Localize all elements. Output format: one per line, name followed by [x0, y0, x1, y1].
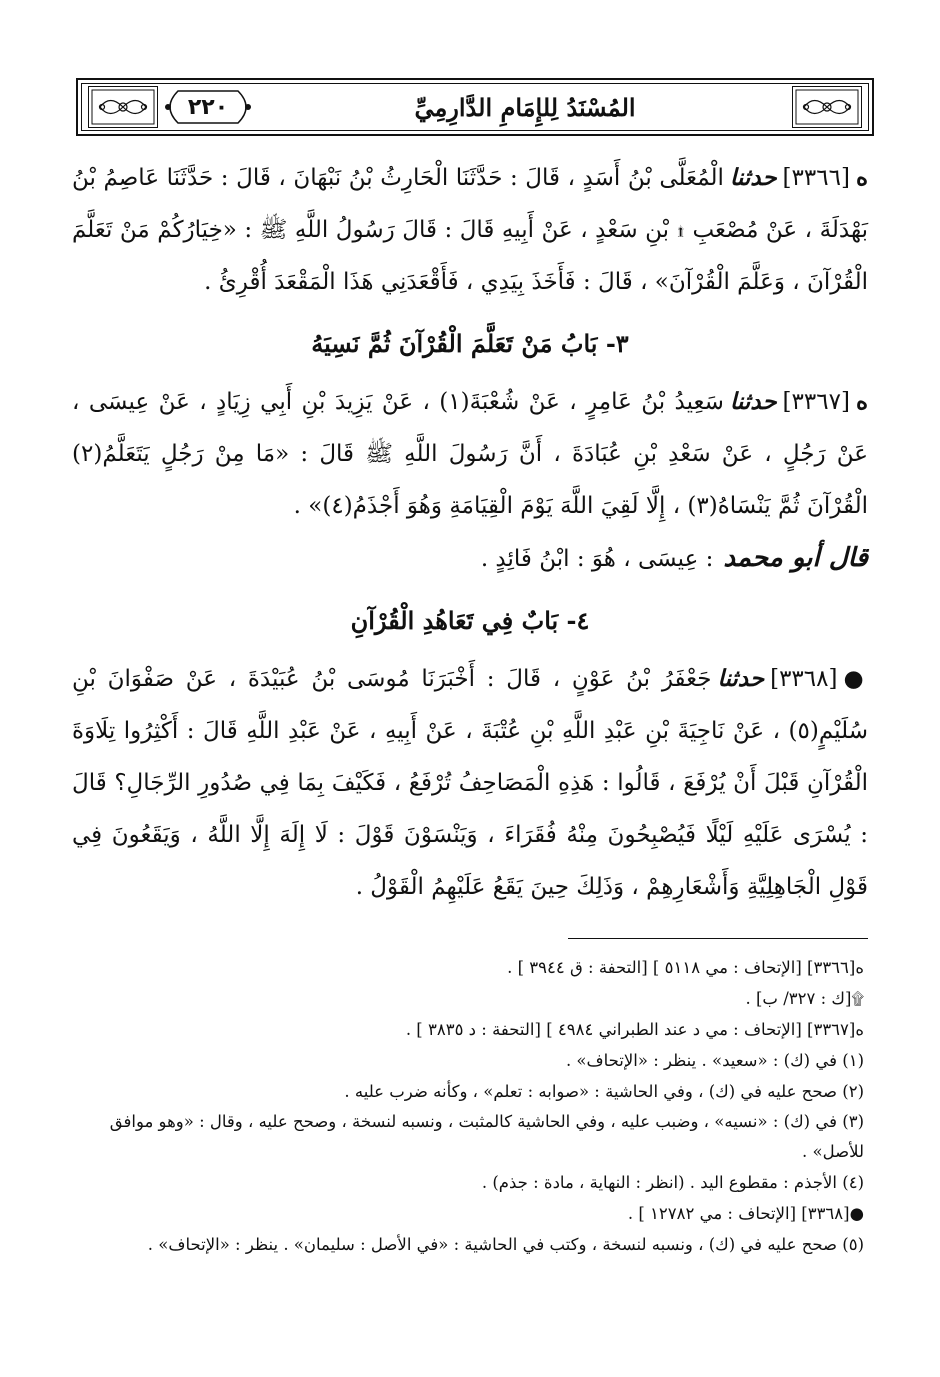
- hadith-marker: ه: [855, 388, 868, 415]
- hadith-paragraph: [72, 152, 868, 308]
- footnote: (٢) صحح عليه في (ك) ، وفي الحاشية : «صوابه : تعلم» ، وكأنه ضرب عليه .: [344, 1082, 864, 1101]
- hadith-intro: حدثنا: [717, 665, 765, 692]
- author-comment-head: قال أبو محمد: [723, 543, 868, 573]
- chapter-heading: ٣- بَابُ مَنْ تَعَلَّمَ الْقُرْآنَ ثُمَّ نَسِيَهُ: [311, 329, 629, 358]
- footnote: (٣) في (ك) : «نسيه» ، وضبب عليه ، وفي الحاشية كالمثبت ، ونسبه لنسخة ، وصحح عليه ، وقال : «وهو موافق للأصل» .: [109, 1112, 864, 1161]
- header-ornament-right-icon: [792, 86, 862, 128]
- footnotes: [72, 952, 864, 1260]
- hadith-intro: حدثنا: [729, 164, 777, 191]
- footnote: (٤) الأجذم : مقطوع اليد . (انظر : النهاية ، مادة : جذم) .: [481, 1173, 864, 1192]
- hadith-marker: ●: [843, 665, 868, 692]
- page-number-badge: [158, 87, 258, 127]
- footnote: (٥) صحح عليه في (ك) ، ونسبه لنسخة ، وكتب في الحاشية : «في الأصل : سليمان» . ينظر : «الإتحاف» .: [147, 1235, 864, 1254]
- footnote: ۩[ك : ٣٢٧/ ب] .: [745, 989, 864, 1008]
- header-band: [88, 86, 862, 128]
- running-title: المُسْنَدُ لِلإِمَامِ الدَّارِمِيِّ: [414, 92, 636, 122]
- hadith-text: جَعْفَرُ بْنُ عَوْنٍ ، قَالَ : أَخْبَرَنَا مُوسَى بْنُ عُبَيْدَةَ ، عَنْ صَفْوَانَ بْنِ سُلَيْمٍ(٥) ، عَنْ نَاجِيَةَ بْنِ عَبْدِ اللَّهِ بْنِ عُتْبَةَ ، عَنْ أَبِيهِ ، عَنْ عَبْدِ اللَّهِ قَالَ : أَكْثِرُوا تِلَاوَةَ الْقُرْآنِ قَبْلَ أَنْ يُرْفَعَ ، قَالُوا : هَذِهِ الْمَصَاحِفُ تُرْفَعُ ، فَكَيْفَ بِمَا فِي صُدُورِ الرِّجَالِ؟ قَالَ : يُسْرَى عَلَيْهِ لَيْلًا فَيُصْبِحُونَ مِنْهُ فُقَرَاءَ ، وَيَنْسَوْنَ قَوْلَ : لَا إِلَهَ إِلَّا اللَّهُ ، وَيَقَعُونَ فِي قَوْلِ الْجَاهِلِيَّةِ وَأَشْعَارِهِمْ ، وَذَلِكَ حِينَ يَقَعُ عَلَيْهِمُ الْقَوْلُ .: [72, 666, 869, 900]
- page-header: [76, 78, 874, 136]
- hadith-number: [٣٣٦٦]: [782, 165, 850, 191]
- hadith-text: الْمُعَلَّى بْنُ أَسَدٍ ، قَالَ : حَدَّثَنَا الْحَارِثُ بْنُ نَبْهَانَ ، قَالَ : حَدَّثَنَا عَاصِمُ بْنُ بَهْدَلَةَ ، عَنْ مُصْعَبِ ۩ بْنِ سَعْدٍ ، عَنْ أَبِيهِ قَالَ : قَالَ رَسُولُ اللَّهِ ﷺ : «خِيَارُكُمْ مَنْ تَعَلَّمَ الْقُرْآنَ ، وَعَلَّمَ الْقُرْآنَ» ، قَالَ : فَأَخَذَ بِيَدِي ، فَأَقْعَدَنِي هَذَا الْمَقْعَدَ أُقْرِئُ .: [72, 165, 868, 295]
- footnote: ه[٣٣٦٧] [الإتحاف : مي د عند الطبراني ٤٩٨٤ ] [التحفة : د ٣٨٣٥ ] .: [405, 1020, 864, 1039]
- hadith-number: [٣٣٦٧]: [782, 389, 850, 415]
- hadith-paragraph: [72, 653, 868, 913]
- chapter-heading: ٤- بَابٌ فِي تَعَاهُدِ الْقُرْآنِ: [350, 606, 590, 635]
- author-comment: [72, 532, 868, 585]
- author-comment-text: : عِيسَى ، هُوَ : ابْنُ فَائِدٍ .: [480, 546, 714, 572]
- hadith-paragraph: [72, 376, 868, 532]
- hadith-number: [٣٣٦٨]: [770, 666, 838, 692]
- hadith-intro: حدثنا: [729, 388, 777, 415]
- footnote: ●[٣٣٦٨] [الإتحاف : مي ١٢٧٨٢ ] .: [627, 1204, 864, 1223]
- hadith-marker: ه: [855, 164, 868, 191]
- footnote-separator: [568, 938, 868, 939]
- header-ornament-left-icon: [88, 86, 158, 128]
- page-number: ٢٢٠: [187, 94, 229, 120]
- hadith-text: سَعِيدُ بْنُ عَامِرٍ ، عَنْ شُعْبَةَ(١) ، عَنْ يَزِيدَ بْنِ أَبِي زِيَادٍ ، عَنْ عِيسَى ، عَنْ رَجُلٍ ، عَنْ سَعْدِ بْنِ عُبَادَةَ ، أَنَّ رَسُولَ اللَّهِ ﷺ قَالَ : «مَا مِنْ رَجُلٍ يَتَعَلَّمُ(٢) الْقُرْآنَ ثُمَّ يَنْسَاهُ(٣) ، إِلَّا لَقِيَ اللَّهَ يَوْمَ الْقِيَامَةِ وَهُوَ أَجْذَمُ(٤)» .: [72, 389, 868, 519]
- footnote: ه[٣٣٦٦] [الإتحاف : مي ٥١١٨ ] [التحفة : ق ٣٩٤٤ ] .: [507, 958, 864, 977]
- footnote: (١) في (ك) : «سعيد» . ينظر : «الإتحاف» .: [565, 1051, 864, 1070]
- main-text: [72, 152, 868, 913]
